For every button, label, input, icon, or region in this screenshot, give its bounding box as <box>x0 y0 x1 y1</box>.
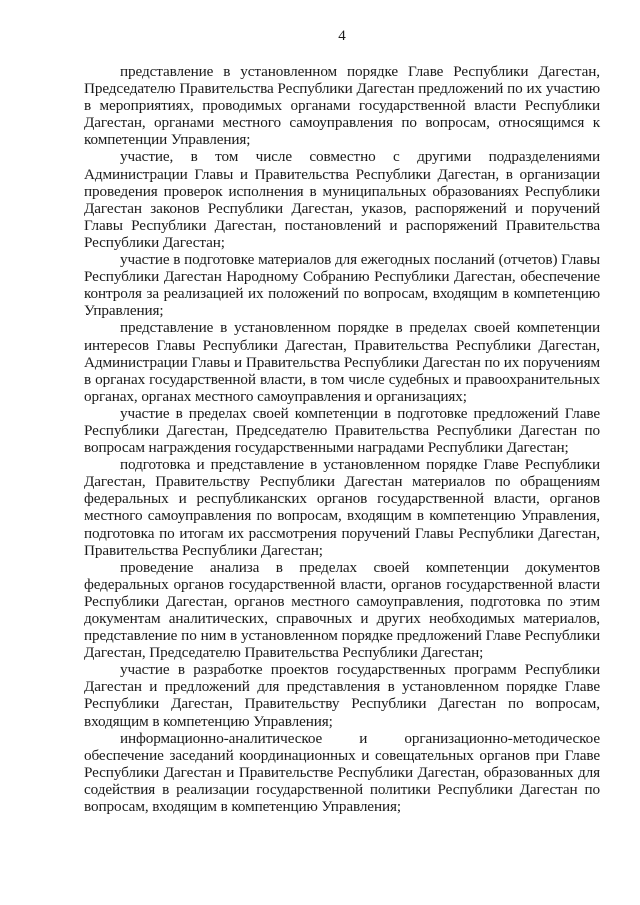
paragraph-5: участие в пределах своей компетенции в подготовке предложений Главе Республики Дагестан, Председателю Правительства Республики Дагестан по вопросам награждения государственными наградами Республики Дагестан; <box>84 404 600 457</box>
paragraph-2: участие, в том числе совместно с другими подразделениями Администрации Главы и Правительства Республики Дагестан, в организации проведения проверок исполнения в муниципальных образованиях Республики Дагестан законов Республики Дагестан, указов, распоряжений и поручений Главы Республики Дагестан, постановлений и распоряжений Правительства Республики Дагестан; <box>84 148 600 251</box>
paragraph-4: представление в установленном порядке в пределах своей компетенции интересов Главы Республики Дагестан, Правительства Республики Дагестан, Администрации Главы и Правительства Республики Дагестан по их поручениям в органах государственной власти, в том числе судебных и правоохранительных органах, органах местного самоуправления и организациях; <box>84 319 600 405</box>
page-number: 4 <box>338 28 346 44</box>
paragraph-6: подготовка и представление в установленном порядке Главе Республики Дагестан, Правительству Республики Дагестан материалов по обращениям федеральных и республиканских органов государственной власти, органов местного самоуправления по вопросам, входящим в компетенцию Управления, подготовка по итогам их рассмотрения поручений Главы Республики Дагестан, Правительства Республики Дагестан; <box>84 456 600 559</box>
paragraph-1: представление в установленном порядке Главе Республики Дагестан, Председателю Правительства Республики Дагестан предложений по их участию в мероприятиях, проводимых органами государственной власти Республики Дагестан, органами местного самоуправления по вопросам, относящимся к компетенции Управления; <box>84 63 600 149</box>
paragraph-9: информационно-аналитическое и организационно-методическое обеспечение заседаний координационных и совещательных органов при Главе Республики Дагестан и Правительстве Республики Дагестан, образованных для содействия в реализации государственной политики Республики Дагестан по вопросам, входящим в компетенцию Управления; <box>84 729 600 816</box>
paragraph-7: проведение анализа в пределах своей компетенции документов федеральных органов государственной власти, органов государственной власти Республики Дагестан, органов местного самоуправления, подготовка по этим документам аналитических, справочных и других необходимых материалов, представление по ним в установленном порядке предложений Главе Республики Дагестан, Председателю Правительства Республики Дагестан; <box>84 558 600 662</box>
paragraph-3: участие в подготовке материалов для ежегодных посланий (отчетов) Главы Республики Дагестан Народному Собранию Республики Дагестан, обеспечение контроля за реализацией их положений по вопросам, входящим в компетенцию Управления; <box>84 251 600 320</box>
paragraph-8: участие в разработке проектов государственных программ Республики Дагестан и предложений для представления в установленном порядке Главе Республики Дагестан, Правительству Республики Дагестан по вопросам, входящим в компетенцию Управления; <box>84 661 600 730</box>
document-body <box>84 63 600 815</box>
